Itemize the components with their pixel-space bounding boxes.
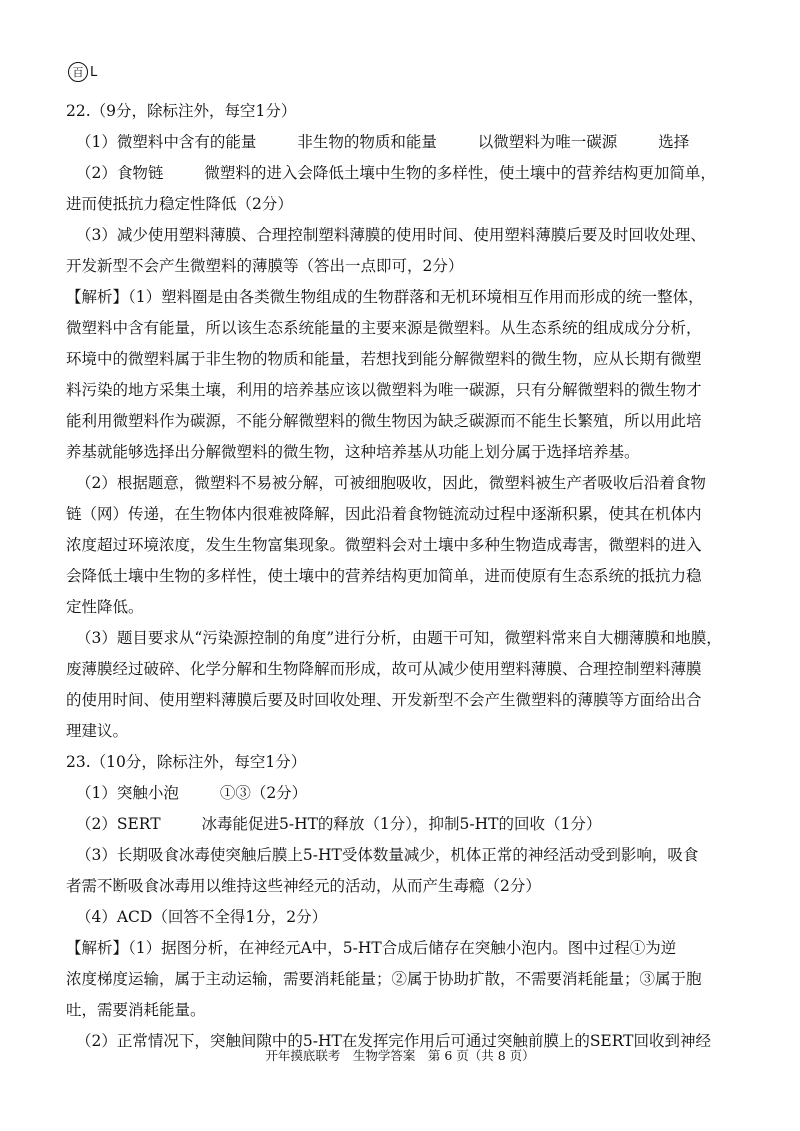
q23-a2-part: （2）SERT xyxy=(76,815,161,833)
q23-explanation-line: 吐，需要消耗能量。 xyxy=(66,1001,206,1019)
q22-answer-2 xyxy=(66,158,746,189)
q22-explanation-line: 能利用微塑料作为碳源，不能分解微塑料的微生物因为缺乏碳源而不能生长繁殖，所以用此培 xyxy=(66,412,702,430)
q22-answer-3: （3）减少使用塑料薄膜、合理控制塑料薄膜的使用时间、使用塑料薄膜后要及时回收处理、 xyxy=(76,226,706,244)
logo xyxy=(68,62,97,82)
q23-answer-3: （3）长期吸食冰毒使突触后膜上5-HT受体数量减少，机体正常的神经活动受到影响，吸食 xyxy=(76,846,699,864)
q22-explanation-line: （3）题目要求从“污染源控制的角度”进行分析，由题干可知，微塑料常来自大棚薄膜和地膜， xyxy=(76,629,722,647)
q22-explanation-line: 理建议。 xyxy=(66,722,129,740)
q23-explanation-line: 【解析】（1）据图分析，在神经元A中，5-HT合成后储存在突触小泡内。图中过程①为逆 xyxy=(66,939,677,957)
q22-a2-part: 微塑料的进入会降低土壤中生物的多样性，使土壤中的营养结构更加简单， xyxy=(204,164,716,182)
answer-content xyxy=(66,96,746,1057)
q22-explanation-line: 微塑料中含有能量，所以该生态系统能量的主要来源是微塑料。从生态系统的组成成分分析， xyxy=(66,319,702,337)
logo-mark: 百 xyxy=(68,62,88,82)
q22-a1-part: 以微塑料为唯一碳源 xyxy=(477,133,618,151)
logo-tail: L xyxy=(90,64,98,80)
q22-explanation-line: 定性降低。 xyxy=(66,598,144,616)
q22-answer-1 xyxy=(66,127,746,158)
q22-explanation-line: 会降低土壤中生物的多样性，使土壤中的营养结构更加简单，进而使原有生态系统的抵抗力稳 xyxy=(66,567,702,585)
q22-header: 22.（9分，除标注外，每空1分） xyxy=(66,102,297,120)
q22-explanation-line: 养基就能够选择出分解微塑料的微生物，这种培养基从功能上划分属于选择培养基。 xyxy=(66,443,640,461)
q23-answer-1 xyxy=(66,778,746,809)
q23-answer-3-cont: 者需不断吸食冰毒用以维持这些神经元的活动，从而产生毒瘾（2分） xyxy=(66,877,541,895)
q23-answer-4: （4）ACD（回答不全得1分，2分） xyxy=(76,908,328,926)
q23-answer-2 xyxy=(66,809,746,840)
q22-a1-part: 选择 xyxy=(658,133,690,151)
q22-answer-2-cont: 进而使抵抗力稳定性降低（2分） xyxy=(66,195,293,213)
q22-explanation-line: 环境中的微塑料属于非生物的物质和能量，若想找到能分解微塑料的微生物，应从长期有微塑 xyxy=(66,350,702,368)
q22-a1-part: （1）微塑料中含有的能量 xyxy=(76,133,257,151)
q22-a1-part: 非生物的物质和能量 xyxy=(297,133,437,151)
q22-explanation-line: 【解析】（1）塑料圈是由各类微生物组成的生物群落和无机环境相互作用而形成的统一整体， xyxy=(66,288,704,306)
q23-a1-part: （1）突触小泡 xyxy=(76,784,179,802)
q23-a1-part: ①③（2分） xyxy=(219,784,308,802)
q22-explanation-line: 链（网）传递，在生物体内很难被降解，因此沿着食物链流动过程中逐渐积累，使其在机体内 xyxy=(66,505,702,523)
q22-answer-3-cont: 开发新型不会产生微塑料的薄膜等（答出一点即可，2分） xyxy=(66,257,464,275)
q22-explanation-line: 的使用时间、使用塑料薄膜后要及时回收处理、开发新型不会产生微塑料的薄膜等方面给出合 xyxy=(66,691,702,709)
q22-a2-part: （2）食物链 xyxy=(76,164,164,182)
q23-explanation-line: （2）正常情况下，突触间隙中的5-HT在发挥完作用后可通过突触前膜上的SERT回收到神经 xyxy=(76,1032,711,1050)
q22-explanation-line: 料污染的地方采集土壤，利用的培养基应该以微塑料为唯一碳源，只有分解微塑料的微生物才 xyxy=(66,381,702,399)
q23-a2-part: 冰毒能促进5-HT的释放（1分），抑制5-HT的回收（1分） xyxy=(201,815,602,833)
q22-explanation-line: （2）根据题意，微塑料不易被分解，可被细胞吸收，因此，微塑料被生产者吸收后沿着食物 xyxy=(76,474,706,492)
q22-explanation-line: 废薄膜经过破碎、化学分解和生物降解而形成，故可从减少使用塑料薄膜、合理控制塑料薄膜 xyxy=(66,660,702,678)
q23-explanation-line: 浓度梯度运输，属于主动运输，需要消耗能量；②属于协助扩散，不需要消耗能量；③属于胞 xyxy=(66,970,702,988)
page-footer: 开年摸底联考 生物学答案 第 6 页（共 8 页） xyxy=(265,1048,535,1063)
q23-header: 23.（10分，除标注外，每空1分） xyxy=(66,753,307,771)
q22-explanation-line: 浓度超过环境浓度，发生生物富集现象。微塑料会对土壤中多种生物造成毒害，微塑料的进入 xyxy=(66,536,702,554)
